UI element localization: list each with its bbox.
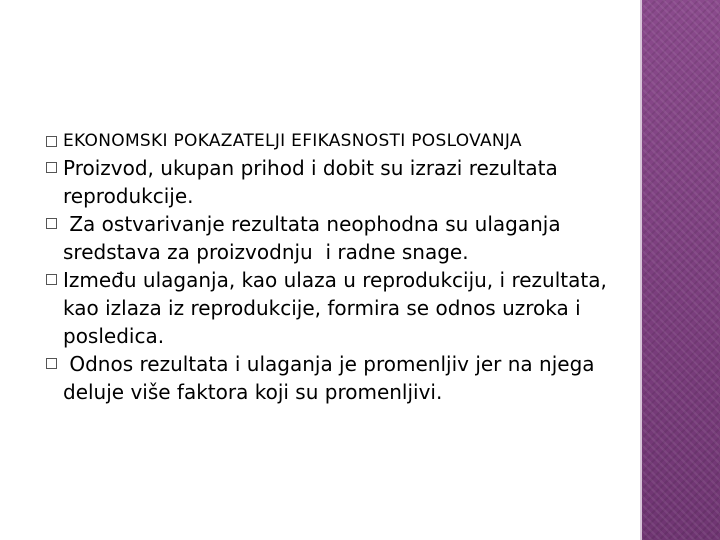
- square-bullet-icon: [46, 358, 57, 369]
- bullet-text: Odnos rezultata i ulaganja je promenljiv jer na njega deluje više faktora koji su promenljivi.: [63, 352, 601, 404]
- bullet-text: Proizvod, ukupan prihod i dobit su izrazi rezultata reprodukcije.: [63, 156, 565, 208]
- bullet-item: [46, 210, 631, 266]
- square-bullet-icon: [46, 274, 57, 285]
- slide-content: [46, 128, 631, 406]
- bullet-item: [46, 266, 631, 350]
- bullet-item: [46, 350, 631, 406]
- square-bullet-icon: [46, 218, 57, 229]
- heading-text: EKONOMSKI POKAZATELJI EFIKASNOSTI POSLOVANJA: [63, 131, 522, 151]
- decorative-side-panel: [642, 0, 720, 540]
- square-bullet-icon: [46, 136, 57, 147]
- bullet-text: Za ostvarivanje rezultata neophodna su ulaganja sredstava za proizvodnju i radne snage.: [63, 212, 567, 264]
- bullet-text: Između ulaganja, kao ulaza u reprodukciju, i rezultata, kao izlaza iz reprodukcije, formira se odnos uzroka i posledica.: [63, 268, 614, 348]
- bullet-item-heading: [46, 128, 631, 154]
- square-bullet-icon: [46, 162, 57, 173]
- bullet-item: [46, 154, 631, 210]
